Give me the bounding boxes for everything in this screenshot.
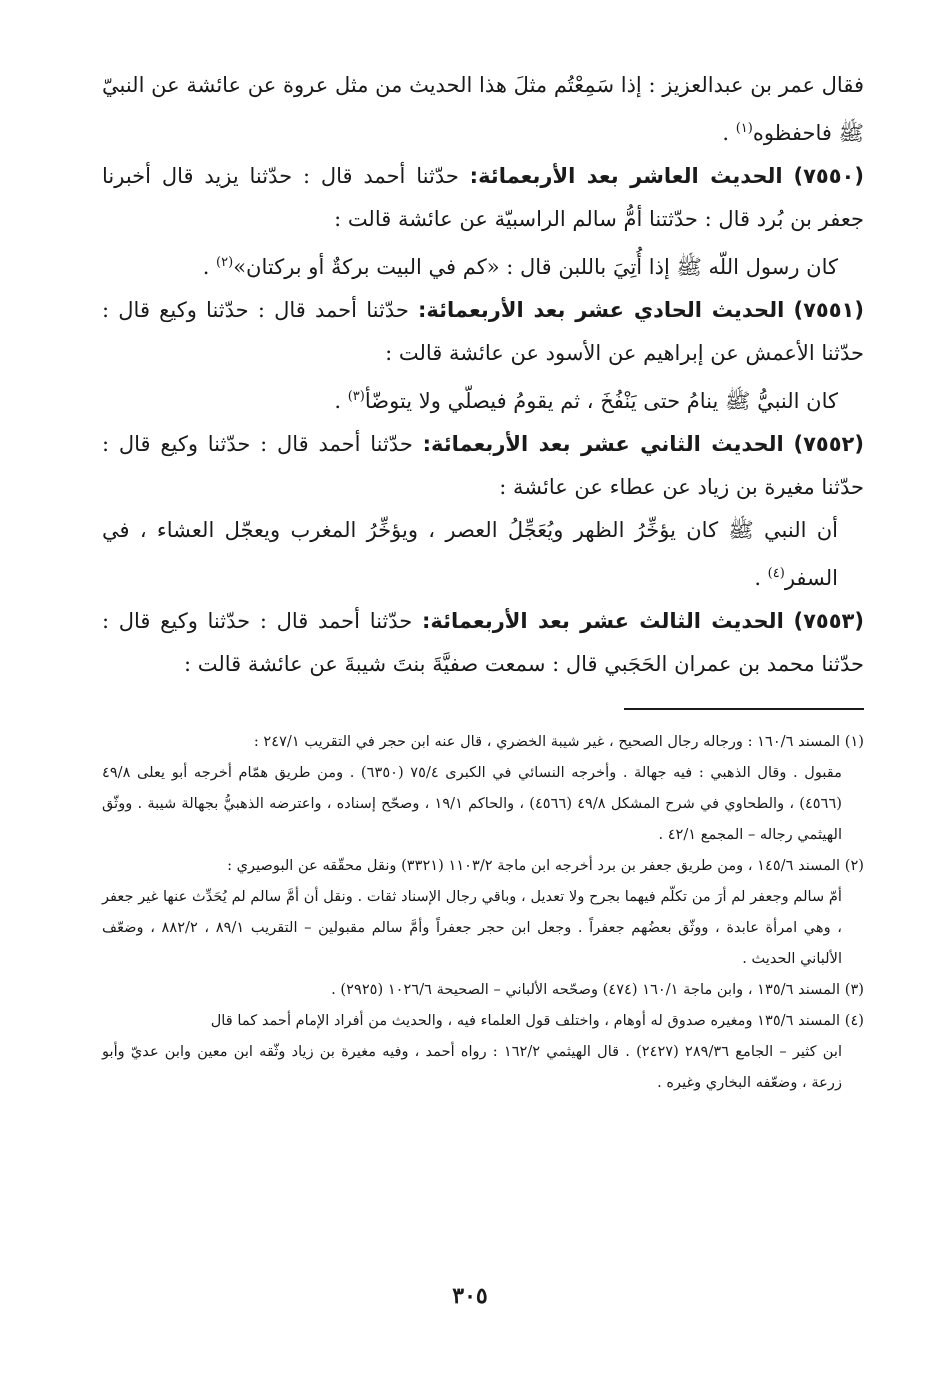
- hadith-7551-isnad: [102, 289, 864, 375]
- hadith-7553-isnad: [102, 600, 864, 686]
- matn-end: .: [334, 389, 348, 413]
- intro-end: .: [722, 121, 736, 145]
- hadith-7552-matn: [102, 509, 864, 600]
- hadith-number: (٧٥٥٢): [793, 432, 864, 456]
- footnote-3: (٣) المسند ١٣٥/٦ ، وابن ماجة ١٦٠/١ (٤٧٤) وصحّحه الألباني – الصحيحة ١٠٢٦/٦ (٢٩٢٥) .: [331, 981, 864, 998]
- hadith-heading: الحديث الحادي عشر بعد الأربعمائة:: [418, 298, 785, 322]
- hadith-7552-isnad: [102, 423, 864, 509]
- footnote-ref-4[interactable]: (٤): [767, 566, 785, 581]
- intro-text: فقال عمر بن عبدالعزيز : إذا سَمِعْتُم مثلَ هذا الحديث من مثل عروة عن عائشة عن النبيّ ﷺ فاحفظوه: [102, 73, 864, 145]
- hadith-7550-isnad: [102, 155, 864, 241]
- hadith-isnad-text: حدّثنا أحمد قال : حدّثنا وكيع قال : حدّثنا مغيرة بن زياد عن عطاء عن عائشة :: [102, 432, 864, 499]
- hadith-matn-text: أن النبي ﷺ كان يؤخِّرُ الظهر ويُعَجِّلُ العصر ، ويؤخِّرُ المغرب ويعجّل العشاء ، في السفر: [102, 518, 838, 590]
- footnote-ref-1[interactable]: (١): [735, 121, 753, 136]
- page-number: ٣٠٥: [452, 1283, 488, 1309]
- intro-paragraph: [102, 64, 864, 155]
- footnote-2: (٢) المسند ١٤٥/٦ ، ومن طريق جعفر بن برد أخرجه ابن ماجة ١١٠٣/٢ (٣٣٢١) ونقل محقّقه عن البوصيري :: [227, 857, 864, 874]
- hadith-isnad-text: حدّثنا أحمد قال : حدّثنا يزيد قال أخبرنا جعفر بن بُرد قال : حدّثتنا أمُّ سالم الراسبيّة عن عائشة قالت :: [102, 164, 864, 231]
- hadith-7550-matn: [102, 241, 864, 289]
- footnote-ref-2[interactable]: (٢): [216, 255, 234, 270]
- footnote-4: (٤) المسند ١٣٥/٦ ومغيره صدوق له أوهام ، واختلف قول العلماء فيه ، والحديث من أفراد الإمام أحمد كما قال: [210, 1012, 864, 1029]
- hadith-number: (٧٥٥٠): [793, 164, 864, 188]
- hadith-heading: الحديث العاشر بعد الأربعمائة:: [469, 164, 783, 188]
- footnote-1-continued: مقبول . وقال الذهبي : فيه جهالة . وأخرجه النسائي في الكبرى ٧٥/٤ (٦٣٥٠) . ومن طريق همّام أخرجه أبو يعلى ٤٩/٨ (٤٥٦٦) ، والطحاوي في شرح المشكل ٤٩/٨ (٤٥٦٦) ، والحاكم ١٩/١ ، وصحّح إسناده ، واعترضه الذهبيُّ بجهالة شيبة . ووثّق الهيثمي رجاله – المجمع ٤٢/١ .: [102, 764, 842, 843]
- hadith-number: (٧٥٥١): [793, 298, 864, 322]
- hadith-heading: الحديث الثاني عشر بعد الأربعمائة:: [422, 432, 784, 456]
- footnote-4-continued: ابن كثير – الجامع ٢٨٩/٣٦ (٢٤٢٧) . قال الهيثمي ١٦٢/٢ : رواه أحمد ، وفيه مغيرة بن زياد وثّقه ابن معين وابن عديّ وأبو زرعة ، وضعّفه البخاري وغيره .: [102, 1043, 843, 1091]
- matn-end: .: [754, 566, 768, 590]
- footnotes: [102, 726, 864, 1098]
- matn-end: .: [202, 255, 217, 279]
- hadith-number: (٧٥٥٣): [793, 609, 864, 633]
- footnote-1: (١) المسند ١٦٠/٦ : ورجاله رجال الصحيح ، غير شيبة الخضري ، قال عنه ابن حجر في التقريب ٢٤٧/١ :: [253, 733, 864, 750]
- hadith-matn-text: كان رسول اللّه ﷺ إذا أُتِيَ باللبن قال : «كم في البيت بركةٌ أو بركتان»: [233, 255, 838, 279]
- hadith-7551-matn: [102, 375, 864, 423]
- hadith-matn-text: كان النبيُّ ﷺ ينامُ حتى يَنْفُخَ ، ثم يقومُ فيصلّي ولا يتوضّأ: [364, 389, 838, 413]
- hadith-isnad-text: حدّثنا أحمد قال : حدّثنا وكيع قال : حدّثنا محمد بن عمران الحَجَبي قال : سمعت صفيَّةَ بنتَ شيبةَ عن عائشة قالت :: [102, 609, 864, 676]
- footnote-separator: [624, 708, 864, 710]
- main-text: [102, 64, 864, 686]
- hadith-heading: الحديث الثالث عشر بعد الأربعمائة:: [421, 609, 784, 633]
- hadith-isnad-text: حدّثنا أحمد قال : حدّثنا وكيع قال : حدّثنا الأعمش عن إبراهيم عن الأسود عن عائشة قالت :: [102, 298, 864, 365]
- footnote-ref-3[interactable]: (٣): [347, 389, 365, 404]
- footnote-2-continued: أمّ سالم وجعفر لم أرَ من تكلّم فيهما بجرح ولا تعديل ، وباقي رجال الإسناد ثقات . ونقل أن أمَّ سالم لم يُحَدِّث عنها غير جعفر ، وهي امرأة عابدة ، ووثّق بعضُهم جعفراً . وجعل ابن حجر جعفراً وأمَّ سالم مقبولين – التقريب ٨٩/١ ، ٨٨٢/٢ ، وضعّف الألباني الحديث .: [102, 888, 842, 967]
